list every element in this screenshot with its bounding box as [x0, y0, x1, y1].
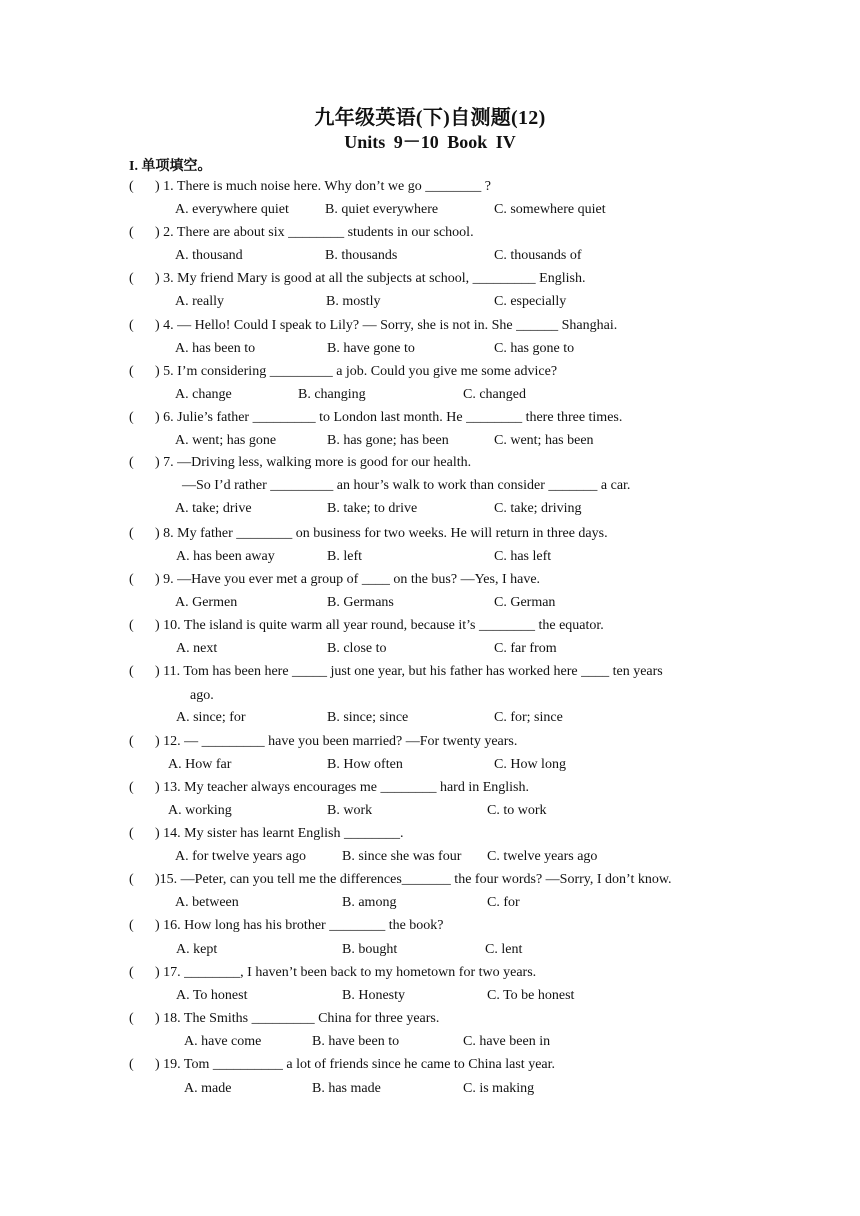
option-c: C. has gone to [494, 341, 575, 356]
option-c: C. went; has been [494, 433, 594, 448]
option-a: A. everywhere quiet [175, 202, 289, 217]
option-a: A. since; for [176, 710, 246, 725]
option-a: A. made [184, 1081, 232, 1096]
question-continuation: ago. [190, 688, 214, 703]
answer-bracket[interactable]: ( [129, 318, 134, 333]
option-a: A. has been away [176, 549, 275, 564]
option-a: A. for twelve years ago [175, 849, 307, 864]
option-b: B. take; to drive [327, 501, 418, 516]
question-text: ) 7. —Driving less, walking more is good for our health. [155, 455, 472, 470]
option-b: B. have been to [312, 1034, 400, 1049]
question-text: ) 1. There is much noise here. Why don’t we go ________ ? [155, 179, 491, 194]
option-c: C. is making [463, 1081, 535, 1096]
question-10 [129, 618, 604, 634]
option-c: C. take; driving [494, 501, 582, 516]
page-title: 九年级英语(下)自测题(12) [314, 107, 546, 129]
question-12 [129, 734, 517, 750]
question-text: ) 14. My sister has learnt English ________. [155, 826, 404, 841]
question-13 [129, 780, 529, 796]
question-text: ) 13. My teacher always encourages me ________ hard in English. [155, 780, 530, 795]
answer-bracket[interactable]: ( [129, 364, 134, 379]
answer-bracket[interactable]: ( [129, 455, 134, 470]
option-b: B. since; since [327, 710, 409, 725]
answer-bracket[interactable]: ( [129, 572, 134, 587]
question-3 [129, 271, 585, 287]
option-c: C. for; since [494, 710, 563, 725]
option-a: A. went; has gone [175, 433, 277, 448]
option-c: C. to work [487, 803, 547, 818]
question-5 [129, 364, 557, 380]
question-4 [129, 318, 617, 334]
answer-bracket[interactable]: ( [129, 1057, 134, 1072]
option-b: B. quiet everywhere [325, 202, 439, 217]
option-c: C. have been in [463, 1034, 551, 1049]
option-c: C. thousands of [494, 248, 582, 263]
option-a: A. change [175, 387, 232, 402]
page-subtitle: Units 9－10 Book IV [344, 132, 516, 152]
option-b: B. mostly [326, 294, 381, 309]
option-c: C. changed [463, 387, 526, 402]
question-14 [129, 826, 403, 842]
question-15 [129, 872, 672, 888]
option-b: B. How often [327, 757, 403, 772]
question-continuation: —So I’d rather _________ an hour’s walk to work than consider _______ a car. [182, 478, 631, 493]
question-text: ) 12. — _________ have you been married? —For twenty years. [155, 734, 518, 749]
question-text: ) 10. The island is quite warm all year round, because it’s ________ the equator. [155, 618, 604, 633]
answer-bracket[interactable]: ( [129, 872, 134, 887]
answer-bracket[interactable]: ( [129, 271, 134, 286]
question-7 [129, 455, 471, 471]
answer-bracket[interactable]: ( [129, 225, 134, 240]
question-text: ) 4. — Hello! Could I speak to Lily? — Sorry, she is not in. She ______ Shanghai. [155, 318, 618, 333]
answer-bracket[interactable]: ( [129, 410, 134, 425]
answer-bracket[interactable]: ( [129, 179, 134, 194]
option-c: C. German [494, 595, 556, 610]
option-b: B. has gone; has been [327, 433, 449, 448]
answer-bracket[interactable]: ( [129, 618, 134, 633]
question-text: ) 18. The Smiths _________ China for three years. [155, 1011, 440, 1026]
option-c: C. for [487, 895, 520, 910]
option-c: C. somewhere quiet [494, 202, 606, 217]
option-b: B. has made [312, 1081, 381, 1096]
question-2 [129, 225, 474, 241]
question-text: )15. —Peter, can you tell me the differences_______ the four words? —Sorry, I don’t know. [155, 872, 672, 887]
question-9 [129, 572, 540, 588]
option-a: A. really [175, 294, 224, 309]
option-c: C. far from [494, 641, 557, 656]
option-c: C. To be honest [487, 988, 575, 1003]
answer-bracket[interactable]: ( [129, 965, 134, 980]
option-c: C. twelve years ago [487, 849, 598, 864]
option-a: A. take; drive [175, 501, 252, 516]
question-text: ) 6. Julie’s father _________ to London last month. He ________ there three times. [155, 410, 623, 425]
answer-bracket[interactable]: ( [129, 918, 134, 933]
question-11 [129, 664, 663, 680]
option-b: B. thousands [325, 248, 398, 263]
question-text: ) 5. I’m considering _________ a job. Could you give me some advice? [155, 364, 558, 379]
question-text: ) 2. There are about six ________ students in our school. [155, 225, 474, 240]
answer-bracket[interactable]: ( [129, 734, 134, 749]
option-a: A. have come [184, 1034, 262, 1049]
question-text: ) 16. How long has his brother ________ the book? [155, 918, 444, 933]
question-8 [129, 526, 608, 542]
question-1 [129, 179, 491, 195]
option-b: B. among [342, 895, 397, 910]
question-19 [129, 1057, 555, 1073]
question-18 [129, 1011, 439, 1027]
option-b: B. left [327, 549, 362, 564]
option-a: A. kept [176, 942, 218, 957]
option-b: B. changing [298, 387, 366, 402]
option-c: C. especially [494, 294, 567, 309]
question-text: ) 8. My father ________ on business for two weeks. He will return in three days. [155, 526, 608, 541]
answer-bracket[interactable]: ( [129, 526, 134, 541]
option-b: B. have gone to [327, 341, 415, 356]
question-text: ) 11. Tom has been here _____ just one year, but his father has worked here ____ ten years [155, 664, 663, 679]
option-b: B. work [327, 803, 373, 818]
option-b: B. Honesty [342, 988, 405, 1003]
option-a: A. thousand [175, 248, 243, 263]
question-6 [129, 410, 622, 426]
option-a: A. working [168, 803, 232, 818]
section-heading: I. 单项填空。 [129, 159, 212, 174]
question-text: ) 19. Tom __________ a lot of friends since he came to China last year. [155, 1057, 556, 1072]
answer-bracket[interactable]: ( [129, 780, 134, 795]
answer-bracket[interactable]: ( [129, 826, 134, 841]
answer-bracket[interactable]: ( [129, 664, 134, 679]
question-text: ) 9. —Have you ever met a group of ____ on the bus? —Yes, I have. [155, 572, 541, 587]
option-a: A. Germen [175, 595, 238, 610]
question-16 [129, 918, 444, 934]
option-a: A. between [175, 895, 239, 910]
option-b: B. bought [342, 942, 398, 957]
option-c: C. has left [494, 549, 552, 564]
option-a: A. has been to [175, 341, 256, 356]
option-a: A. To honest [176, 988, 248, 1003]
option-c: C. lent [485, 942, 523, 957]
option-b: B. since she was four [342, 849, 462, 864]
question-text: ) 3. My friend Mary is good at all the subjects at school, _________ English. [155, 271, 586, 286]
option-c: C. How long [494, 757, 566, 772]
option-a: A. next [176, 641, 218, 656]
question-text: ) 17. ________, I haven’t been back to my hometown for two years. [155, 965, 537, 980]
option-b: B. close to [327, 641, 387, 656]
question-17 [129, 965, 536, 981]
answer-bracket[interactable]: ( [129, 1011, 134, 1026]
option-a: A. How far [168, 757, 232, 772]
option-b: B. Germans [327, 595, 394, 610]
